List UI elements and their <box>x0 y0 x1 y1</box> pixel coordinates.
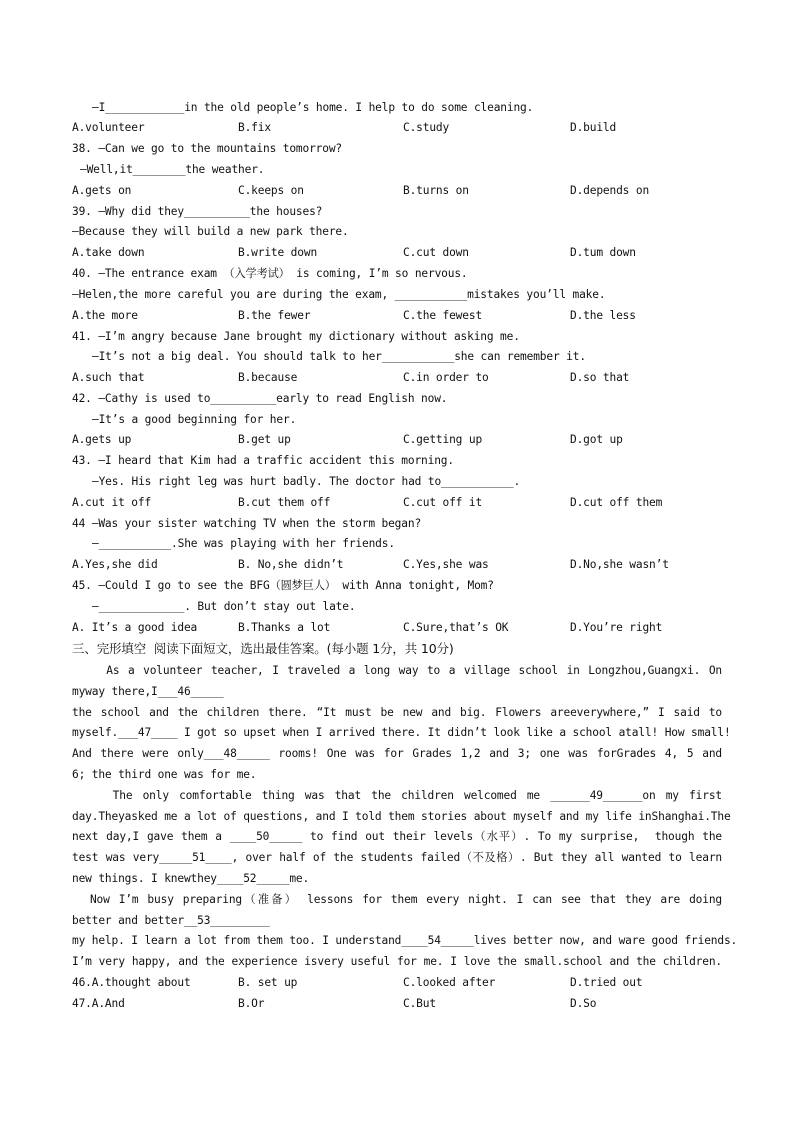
option-c: C.Yes,she was <box>403 558 489 571</box>
option-d: D.so that <box>570 371 630 384</box>
option-b: B.write down <box>238 246 318 259</box>
section-title: 三、完形填空 阅读下面短文，选出最佳答案。(每小题 1分，共 10分) <box>72 641 454 656</box>
option-c: C.cut down <box>403 246 469 259</box>
option-c: C.in order to <box>403 371 489 384</box>
passage-line: day.Theyasked me a lot of questions, and I told them stories about myself and my life inShanghai.The <box>72 810 731 823</box>
option-d: D.tum down <box>570 246 636 259</box>
option-d: D.tried out <box>570 976 643 989</box>
passage-line: test was very_____51____, over half of the students failed（不及格）. But they all wanted to learn <box>72 851 722 864</box>
q40-stem: 40. —The entrance exam （入学考试） is coming, I’m so nervous. <box>72 267 468 280</box>
passage-line: better and better__53_________ <box>72 914 270 927</box>
passage-line: The only comfortable thing was that the children welcomed me ______49______on my first <box>72 789 722 802</box>
passage-line: I’m very happy, and the experience isvery useful for me. I love the small.school and the children. <box>72 955 722 968</box>
q39-dialog-line: —Because they will build a new park there. <box>72 225 349 238</box>
option-d: D.cut off them <box>570 496 663 509</box>
option-a: 46.A.thought about <box>72 976 191 989</box>
option-c: C.Sure,that’s OK <box>403 621 509 634</box>
q41-stem: 41. —I’m angry because Jane brought my dictionary without asking me. <box>72 330 520 343</box>
passage-line: myway there,I___46_____ <box>72 685 224 698</box>
option-a: A.cut it off <box>72 496 152 509</box>
passage-line: myself.___47____ I got so upset when I arrived there. It didn’t look like a school atall! How small! <box>72 726 731 739</box>
q45-stem: 45. —Could I go to see the BFG（圆梦巨人） with Anna tonight, Mom? <box>72 579 494 592</box>
option-c: C.looked after <box>403 976 496 989</box>
option-a: 47.A.And <box>72 997 125 1010</box>
option-c: C.But <box>403 997 436 1010</box>
option-c: C.study <box>403 121 450 134</box>
option-a: A.such that <box>72 371 145 384</box>
option-b: B.turns on <box>403 184 469 197</box>
option-b: B.Or <box>238 997 265 1010</box>
option-b: B.the fewer <box>238 309 311 322</box>
option-b: B.Thanks a lot <box>238 621 331 634</box>
option-d: D.build <box>570 121 617 134</box>
option-d: D.No,she wasn’t <box>570 558 669 571</box>
q39-stem: 39. —Why did they__________the houses? <box>72 205 323 218</box>
q38-stem: 38. —Can we go to the mountains tomorrow? <box>72 142 343 155</box>
passage-line: As a volunteer teacher, I traveled a long way to a village school in Longzhou,Guangxi. On <box>72 664 722 677</box>
passage-line: 6; the third one was for me. <box>72 768 257 781</box>
q42-dialog-line: —It’s a good beginning for her. <box>92 413 297 426</box>
option-d: D.the less <box>570 309 636 322</box>
option-c: C.keeps on <box>238 184 304 197</box>
option-a: A. It’s a good idea <box>72 621 198 634</box>
option-b: B.get up <box>238 433 291 446</box>
q43-dialog-line: —Yes. His right leg was hurt badly. The doctor had to___________. <box>92 475 521 488</box>
q40-dialog-line: —Helen,the more careful you are during the exam, ___________mistakes you’ll make. <box>72 288 606 301</box>
option-b: B.cut them off <box>238 496 331 509</box>
passage-line: my help. I learn a lot from them too. I understand____54_____lives better now, and ware good friends. <box>72 934 738 947</box>
passage-line: Now I’m busy preparing（准备） lessons for them every night. I can see that they are doing <box>72 893 722 906</box>
q38-dialog-line: —Well,it________the weather. <box>80 163 265 176</box>
q41-dialog-line: —It’s not a big deal. You should talk to her___________she can remember it. <box>92 350 586 363</box>
passage-line: the school and the children there. “It must be new and big. Flowers areeverywhere,” I said to <box>72 706 722 719</box>
option-c: C.cut off it <box>403 496 483 509</box>
option-b: B. set up <box>238 976 298 989</box>
option-a: A.gets up <box>72 433 132 446</box>
option-d: D.depends on <box>570 184 650 197</box>
passage-line: next day,I gave them a ____50_____ to find out their levels（水平）. To my surprise, though the <box>72 830 722 843</box>
option-b: B.because <box>238 371 298 384</box>
q37-dialog-line: —I____________in the old people’s home. I help to do some cleaning. <box>92 101 534 114</box>
option-b: B. No,she didn’t <box>238 558 344 571</box>
option-d: D.got up <box>570 433 623 446</box>
option-c: C.getting up <box>403 433 483 446</box>
q44-stem: 44 —Was your sister watching TV when the storm began? <box>72 517 422 530</box>
option-a: A.gets on <box>72 184 132 197</box>
option-b: B.fix <box>238 121 271 134</box>
passage-line: And there were only___48_____ rooms! One was for Grades 1,2 and 3; one was forGrades 4, 5 and <box>72 747 722 760</box>
option-a: A.take down <box>72 246 145 259</box>
option-a: A.Yes,she did <box>72 558 158 571</box>
passage-line: new things. I knewthey____52_____me. <box>72 872 310 885</box>
option-a: A.the more <box>72 309 138 322</box>
q43-stem: 43. —I heard that Kim had a traffic accident this morning. <box>72 454 454 467</box>
option-d: D.You’re right <box>570 621 663 634</box>
q45-dialog-line: —_____________. But don’t stay out late. <box>92 600 356 613</box>
q44-dialog-line: —___________.She was playing with her friends. <box>92 537 395 550</box>
option-c: C.the fewest <box>403 309 483 322</box>
option-a: A.volunteer <box>72 121 145 134</box>
option-d: D.So <box>570 997 597 1010</box>
q42-stem: 42. —Cathy is used to__________early to read English now. <box>72 392 448 405</box>
